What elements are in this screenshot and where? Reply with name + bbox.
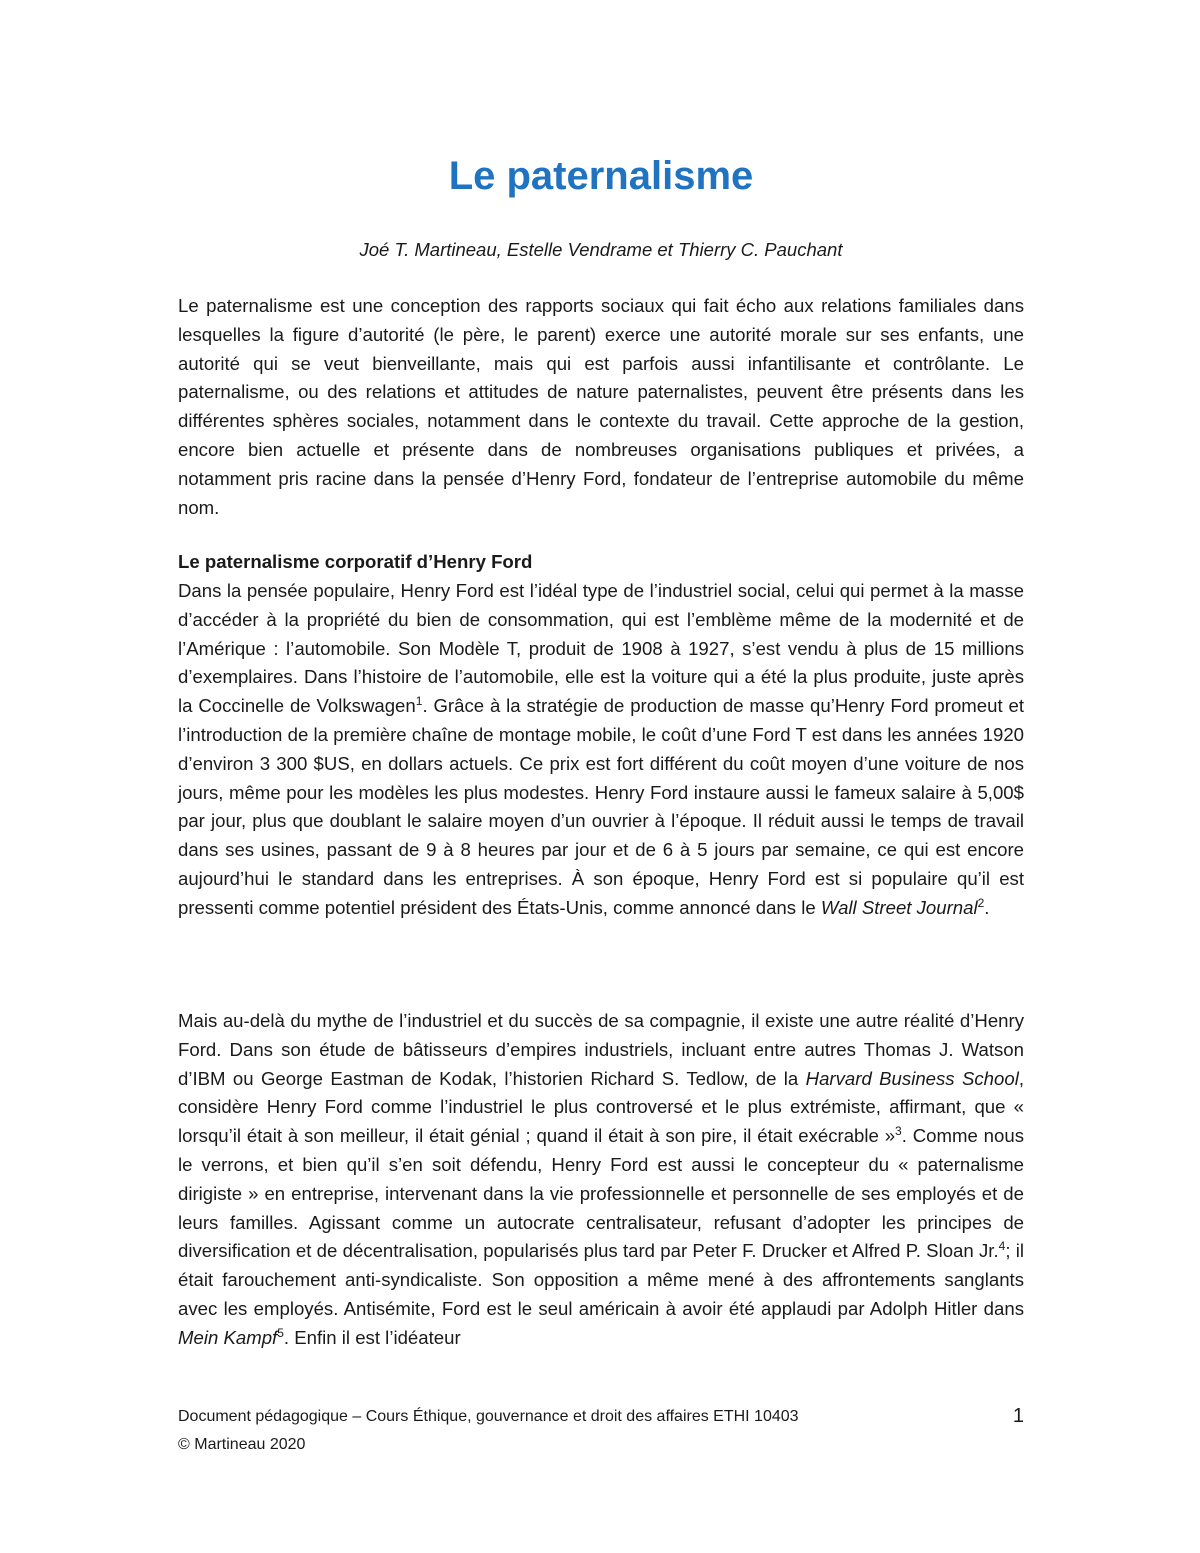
ford-paragraph-text-a: Dans la pensée populaire, Henry Ford est l’idéal type de l’industriel social, celui qui permet à la masse d’accéder à la propriété du bien de consommation, qui est l’emblème même de la modernité et de l’Amérique : l’automobile. Son Modèle T, produit de 1908 à 1927, s’est vendu à plus de 15 millions d’exemplaires. Dans l’histoire de l’automobile, elle est la voiture qui a été la plus produite, juste après la Coccinelle de Volkswagen (178, 580, 1024, 717)
document-title: Le paternalisme (448, 154, 754, 198)
page-number: 1 (1012, 1405, 1024, 1427)
ford-paragraph-text-b: . Grâce à la stratégie de production de masse qu’Henry Ford promeut et l’introduction de la première chaîne de montage mobile, le coût d’une Ford T est dans les années 1920 d’environ 3 300 $US, en dollars actuels. Ce prix est fort différent du coût moyen d’une voiture de nos jours, même pour les modèles les plus modestes. Henry Ford instaure aussi le fameux salaire à 5,00$ par jour, plus que doublant le salaire moyen d’un ouvrier à l’époque. Il réduit aussi le temps de travail dans ses usines, passant de 9 à 8 heures par jour et de 6 à 5 jours par semaine, ce qui est encore aujourd’hui le standard dans les entreprises. À son époque, Henry Ford est si populaire qu’il est pressenti comme potentiel président des États-Unis, comme annoncé dans le (178, 695, 1024, 918)
footnote-ref-2[interactable]: 2 (977, 895, 985, 910)
footer-course-line: Document pédagogique – Cours Éthique, gouvernance et droit des affaires ETHI 10403 (178, 1408, 799, 1425)
reality-paragraph-text-a: Mais au-delà du mythe de l’industriel et du succès de sa compagnie, il existe une autre réalité d’Henry Ford. Dans son étude de bâtisseurs d’empires industriels, incluant entre autres Thomas J. Watson d’IBM ou George Eastman de Kodak, l’historien Richard S. Tedlow, de la (178, 1010, 1024, 1089)
intro-paragraph: Le paternalisme est une conception des rapports sociaux qui fait écho aux relations familiales dans lesquelles la figure d’autorité (le père, le parent) exerce une autorité morale sur ses enfants, une autorité qui se veut bienveillante, mais qui est parfois aussi infantilisante et contrôlante. Le paternalisme, ou des relations et attitudes de nature paternalistes, peuvent être présents dans les différentes sphères sociales, notamment dans le contexte du travail. Cette approche de la gestion, encore bien actuelle et présente dans de nombreuses organisations publiques et privées, a notamment pris racine dans la pensée d’Henry Ford, fondateur de l’entreprise automobile du même nom. (178, 295, 1024, 518)
wsj-title: Wall Street Journal (820, 896, 978, 918)
section-heading: Le paternalisme corporatif d’Henry Ford (178, 551, 533, 572)
reality-paragraph-text-c: . Comme nous le verrons, et bien qu’il s’en soit défendu, Henry Ford est aussi le concepteur du « paternalisme dirigiste » en entreprise, intervenant dans la vie professionnelle et personnelle de ses employés et de leurs familles. Agissant comme un autocrate centralisateur, refusant d’adopter les principes de diversification et de décentralisation, popularisés plus tard par Peter F. Drucker et Alfred P. Sloan Jr. (178, 1125, 1024, 1262)
footnote-ref-5[interactable]: 5 (277, 1325, 284, 1340)
footnote-ref-4[interactable]: 4 (998, 1239, 1006, 1254)
mein-kampf-title: Mein Kampf (178, 1326, 278, 1348)
authors-line: Joé T. Martineau, Estelle Vendrame et Thierry C. Pauchant (359, 239, 843, 260)
footnote-ref-3[interactable]: 3 (895, 1124, 902, 1138)
reality-paragraph-text-d: ; il était farouchement anti-syndicaliste. Son opposition a même mené à des affrontements sanglants avec les employés. Antisémite, Ford est le seul américain à avoir été applaudi par Adolph Hitler dans (178, 1240, 1024, 1319)
reality-paragraph-text-e: . Enfin il est l’idéateur (283, 1326, 461, 1348)
footnote-ref-1[interactable]: 1 (415, 694, 423, 708)
reality-paragraph-text-b: , considère Henry Ford comme l’industriel le plus controversé et le plus extrémiste, affirmant, que « lorsqu’il était à son meilleur, il était génial ; quand il était à son pire, il était exécrable » (178, 1067, 1025, 1147)
hbs-title: Harvard Business School (805, 1067, 1019, 1089)
ford-paragraph-text-c: . (984, 896, 990, 918)
ford-paragraph (178, 577, 1024, 923)
reality-paragraph (178, 1007, 1024, 1353)
footer-copyright: © Martineau 2020 (178, 1436, 306, 1453)
